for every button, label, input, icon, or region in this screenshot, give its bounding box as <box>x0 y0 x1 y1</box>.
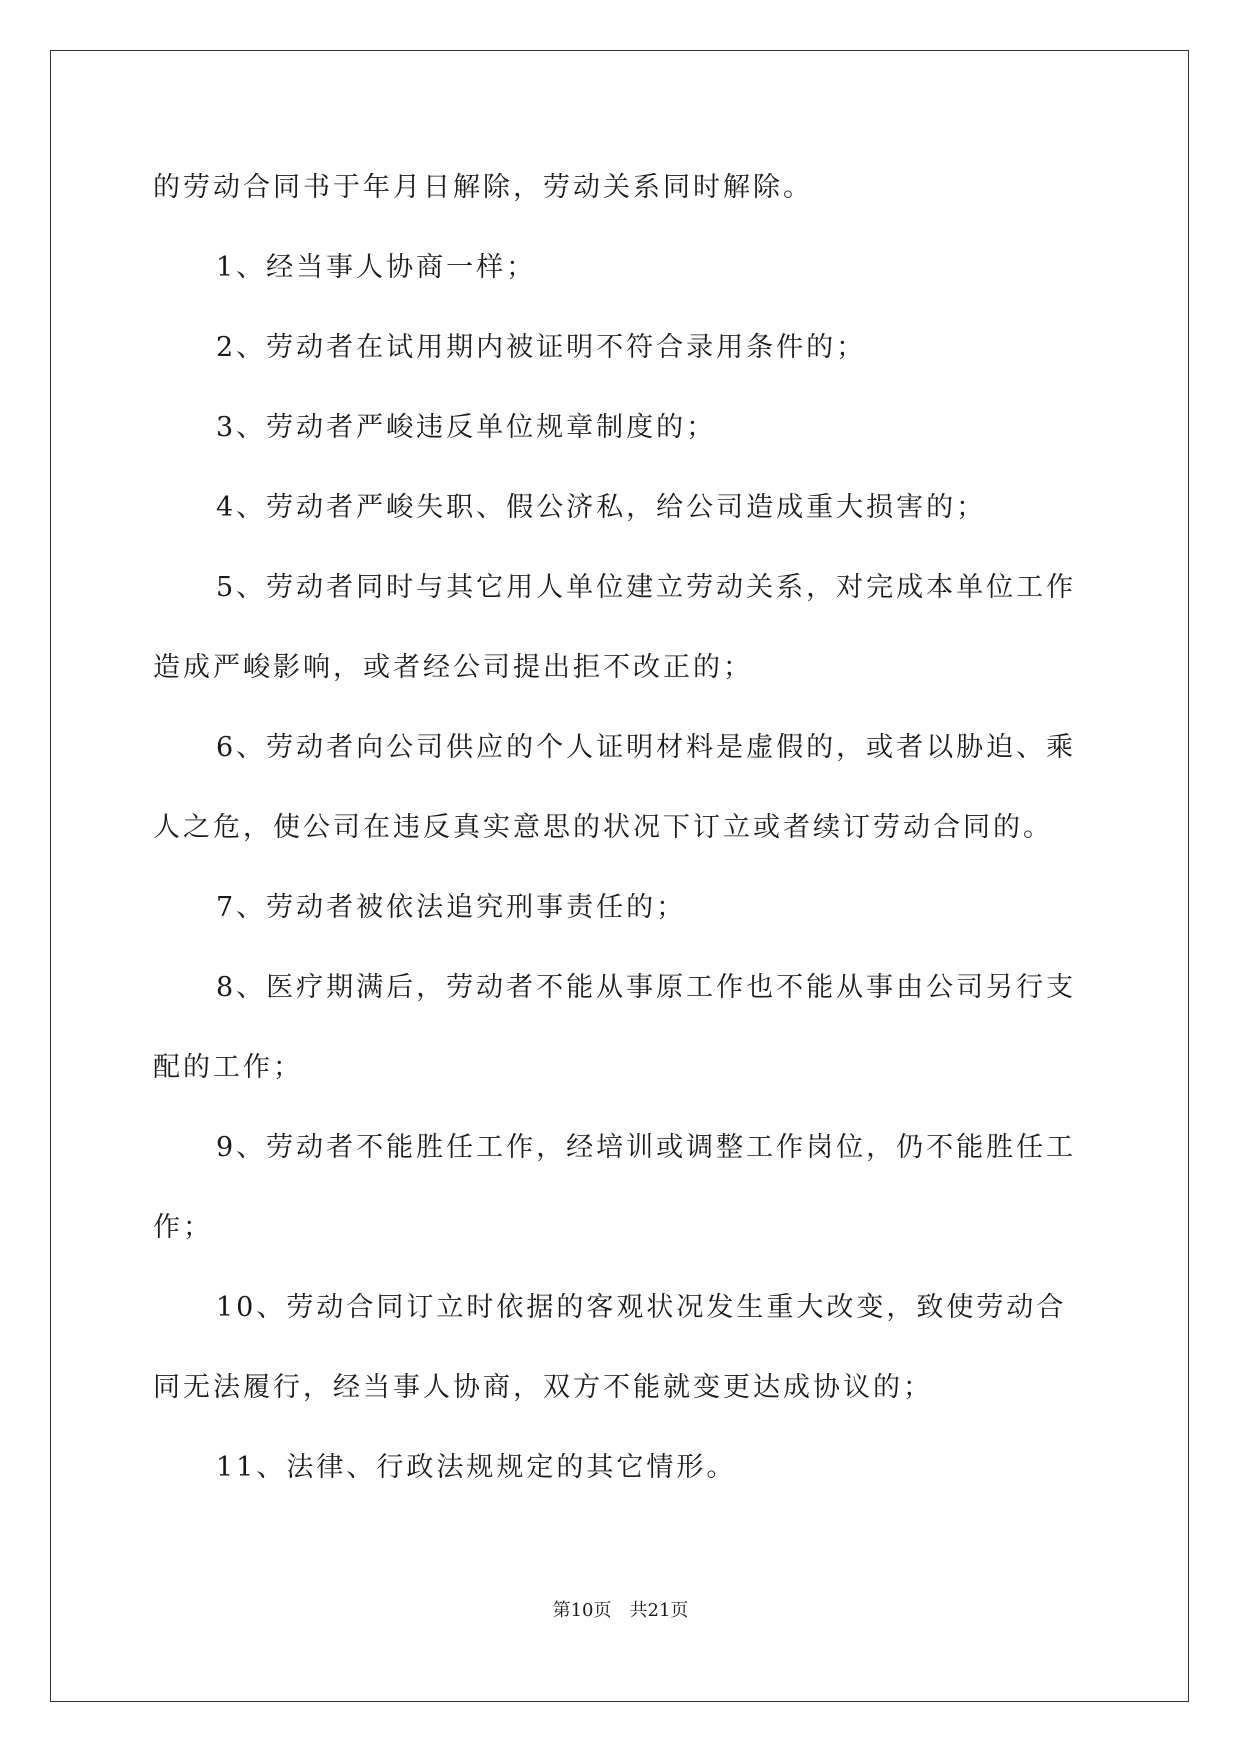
text-line: 造成严峻影响，或者经公司提出拒不改正的； <box>153 652 753 683</box>
document-body <box>153 160 1088 1520</box>
page-number: 第10页 <box>552 1600 612 1621</box>
text-line: 作； <box>153 1212 213 1243</box>
text-line: 10、劳动合同订立时依据的客观状况发生重大改变，致使劳动合 <box>216 1292 1067 1323</box>
text-line: 5、劳动者同时与其它用人单位建立劳动关系，对完成本单位工作 <box>216 572 1077 603</box>
text-line: 7、劳动者被依法追究刑事责任的； <box>216 892 687 923</box>
text-line: 配的工作； <box>153 1052 303 1083</box>
text-line: 同无法履行，经当事人协商，双方不能就变更达成协议的； <box>153 1372 933 1403</box>
text-line: 11、法律、行政法规规定的其它情形。 <box>216 1452 737 1483</box>
text-line: 3、劳动者严峻违反单位规章制度的； <box>216 412 717 443</box>
text-line: 人之危，使公司在违反真实意思的状况下订立或者续订劳动合同的。 <box>153 812 1053 843</box>
text-line: 6、劳动者向公司供应的个人证明材料是虚假的，或者以胁迫、乘 <box>216 732 1077 763</box>
text-line: 2、劳动者在试用期内被证明不符合录用条件的； <box>216 332 867 363</box>
text-line: 的劳动合同书于年月日解除，劳动关系同时解除。 <box>153 172 813 203</box>
text-line: 4、劳动者严峻失职、假公济私，给公司造成重大损害的； <box>216 492 987 523</box>
page-total: 共21页 <box>629 1600 689 1621</box>
text-line: 1、经当事人协商一样； <box>216 252 537 283</box>
text-line: 9、劳动者不能胜任工作，经培训或调整工作岗位，仍不能胜任工 <box>216 1132 1077 1163</box>
text-line: 8、医疗期满后，劳动者不能从事原工作也不能从事由公司另行支 <box>216 972 1077 1003</box>
page-footer <box>0 1596 1241 1622</box>
